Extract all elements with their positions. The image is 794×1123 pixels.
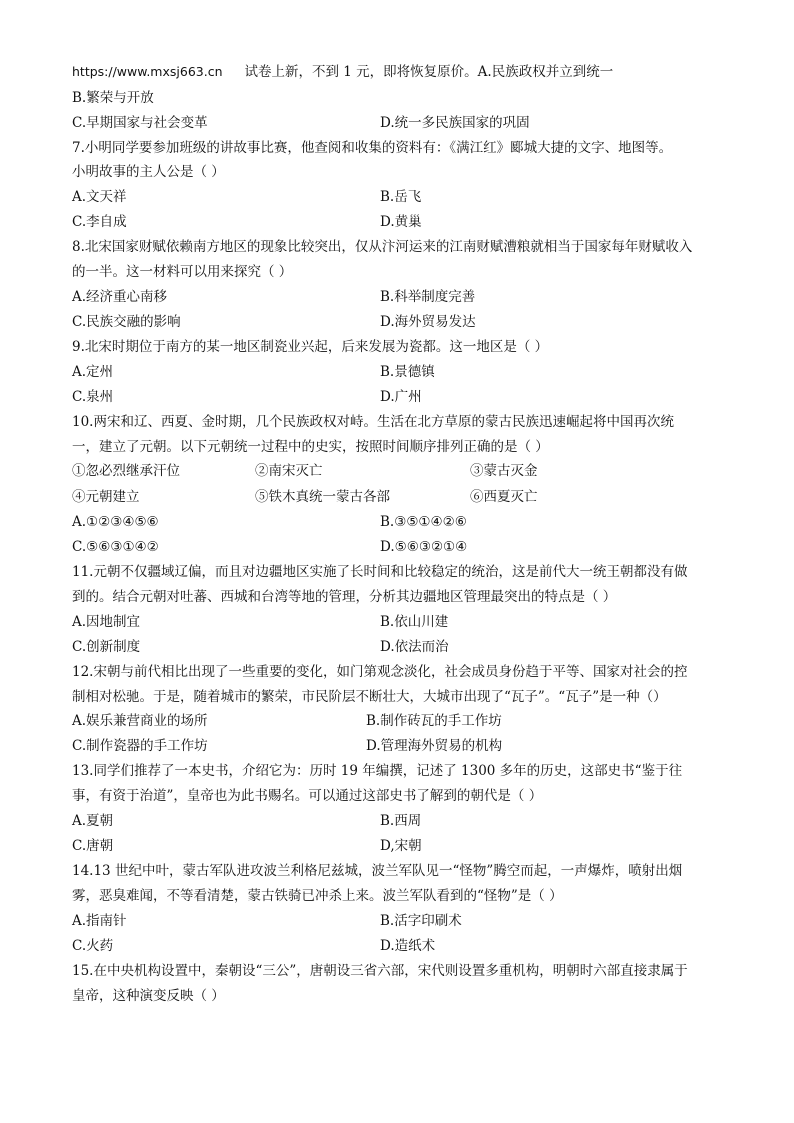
q10-option-c: C.⑤⑥③①④② [72, 539, 159, 555]
q11-option-c: C.创新制度 [72, 639, 141, 655]
q12-stem-line1: 12.宋朝与前代相比出现了一些重要的变化，如门第观念淡化，社会成员身份趋于平等、国家对社会的控 [72, 664, 688, 680]
q12-options-row1 [72, 712, 502, 730]
q15-stem-line1: 15.在中央机构设置中，秦朝设“三公”，唐朝设三省六部，宋代则设置多重机构，明朝时六部直接隶属于 [72, 963, 688, 979]
q13-option-a: A.夏朝 [72, 813, 114, 829]
q14-stem-line1: 14.13 世纪中叶，蒙古军队进攻波兰利格尼兹城，波兰军队见一“怪物”腾空而起，一声爆炸，喷射出烟 [72, 863, 683, 879]
q9-option-d: D.广州 [380, 389, 422, 405]
q10-item-4: ④元朝建立 [72, 489, 140, 505]
q7-stem-line2: 小明故事的主人公是（ ） [72, 164, 225, 180]
q10-items-row1 [72, 462, 732, 480]
q14-option-c: C.火药 [72, 938, 114, 954]
q6-option-d: D.统一多民族国家的巩固 [380, 115, 530, 131]
q7-stem-line1: 7.小明同学要参加班级的讲故事比赛，他查阅和收集的资料有：《满江红》郾城大捷的文字、地图等。 [72, 140, 673, 156]
q12-options-row2 [72, 737, 503, 755]
q10-item-1: ①忽必烈继承汗位 [72, 463, 180, 479]
q7-options-row1 [72, 188, 422, 206]
q13-stem-line2: 事，有资于治道”，皇帝也为此书赐名。可以通过这部史书了解到的朝代是（ ） [72, 788, 543, 804]
q14-option-a: A.指南针 [72, 913, 127, 929]
q7-options-row2 [72, 213, 422, 231]
q10-stem-line1: 10.两宋和辽、西夏、金时期，几个民族政权对峙。生活在北方草原的蒙古民族迅速崛起将中国再次统 [72, 414, 674, 430]
q6-option-c: C.早期国家与社会变革 [72, 115, 208, 131]
q11-stem-line2: 到的。结合元朝对吐蕃、西城和台湾等地的管理，分析其边疆地区管理最突出的特点是（ ） [72, 589, 617, 605]
q8-option-c: C.民族交融的影响 [72, 314, 181, 330]
q9-option-a: A.定州 [72, 364, 114, 380]
q11-options-row2 [72, 638, 449, 656]
q12-option-a: A.娱乐兼营商业的场所 [72, 713, 208, 729]
q7-option-c: C.李自成 [72, 214, 127, 230]
q11-option-d: D.依法而治 [380, 639, 449, 655]
q10-item-2: ②南宋灭亡 [255, 463, 323, 479]
q13-stem-line1: 13.同学们推荐了一本史书，介绍它为：历时 19 年编撰，记述了 1300 多年的历史，这部史书“鉴于往 [72, 763, 683, 779]
q10-stem-line2: 一，建立了元朝。以下元朝统一过程中的史实，按照时间顺序排列正确的是（ ） [72, 439, 549, 455]
q8-options-row1 [72, 288, 476, 306]
q14-options-row2 [72, 937, 436, 955]
q12-stem-line2: 制相对松驰。于是，随着城市的繁荣，市民阶层不断壮大，大城市出现了“瓦子”。“瓦子”是一种（） [72, 689, 667, 705]
q9-options-row2 [72, 388, 422, 406]
q14-options-row1 [72, 912, 462, 930]
q10-item-6: ⑥西夏灭亡 [470, 489, 538, 505]
q14-option-d: D.造纸术 [380, 938, 436, 954]
q12-option-c: C.制作瓷器的手工作坊 [72, 738, 208, 754]
header-line [72, 63, 613, 81]
q8-options-row2 [72, 313, 476, 331]
q7-option-b: B.岳飞 [380, 189, 422, 205]
q8-stem-line1: 8.北宋国家财赋依赖南方地区的现象比较突出，仅从汴河运来的江南财赋漕粮就相当于国家每年财赋收入 [72, 239, 693, 255]
source-url[interactable]: https://www.mxsj663.cn [72, 64, 223, 79]
q13-options-row1 [72, 812, 422, 830]
q11-stem-line1: 11.元朝不仅疆域辽偏，而且对边疆地区实施了长时间和比较稳定的统治，这是前代大一统王朝都没有做 [72, 564, 688, 580]
q10-options-row2 [72, 538, 468, 556]
q8-option-d: D.海外贸易发达 [380, 314, 476, 330]
q13-options-row2 [72, 837, 422, 855]
q12-option-b: B.制作砖瓦的手工作坊 [366, 713, 502, 729]
q10-option-b: B.③⑤①④②⑥ [380, 514, 467, 530]
q14-stem-line2: 雾，恶臭难闻，不等看清楚，蒙古铁骑已冲杀上来。波兰军队看到的“怪物”是（ ） [72, 888, 563, 904]
q15-stem-line2: 皇帝，这种演变反映（ ） [72, 988, 225, 1004]
q6-options-row [72, 114, 530, 132]
q9-option-b: B.景德镇 [380, 364, 435, 380]
q8-stem-line2: 的一半。这一材料可以用来探究（ ） [72, 264, 293, 280]
q10-option-a: A.①②③④⑤⑥ [72, 514, 159, 530]
q6-option-b: B.繁荣与开放 [72, 90, 154, 106]
q12-option-d: D.管理海外贸易的机构 [366, 738, 503, 754]
q10-items-row2 [72, 488, 732, 506]
q11-option-b: B.依山川建 [380, 614, 449, 630]
q7-option-d: D.黄巢 [380, 214, 422, 230]
q9-stem-line1: 9.北宋时期位于南方的某一地区制瓷业兴起，后来发展为瓷都。这一地区是（ ） [72, 339, 549, 355]
q10-options-row1 [72, 513, 467, 531]
q13-option-b: B.西周 [380, 813, 422, 829]
q13-option-c: C.唐朝 [72, 838, 114, 854]
q8-option-b: B.科举制度完善 [380, 289, 476, 305]
q11-option-a: A.因地制宜 [72, 614, 141, 630]
header-notice: 试卷上新，不到 1 元，即将恢复原价。A.民族政权并立到统一 [244, 64, 614, 80]
q9-option-c: C.泉州 [72, 389, 114, 405]
q8-option-a: A.经济重心南移 [72, 289, 168, 305]
q11-options-row1 [72, 613, 449, 631]
q7-option-a: A.文天祥 [72, 189, 127, 205]
q9-options-row1 [72, 363, 435, 381]
q13-option-d: D,宋朝 [380, 838, 422, 854]
q10-item-3: ③蒙古灭金 [470, 463, 538, 479]
q10-option-d: D.⑤⑥③②①④ [380, 539, 468, 555]
q14-option-b: B.活字印刷术 [380, 913, 462, 929]
q10-item-5: ⑤铁木真统一蒙古各部 [255, 489, 390, 505]
